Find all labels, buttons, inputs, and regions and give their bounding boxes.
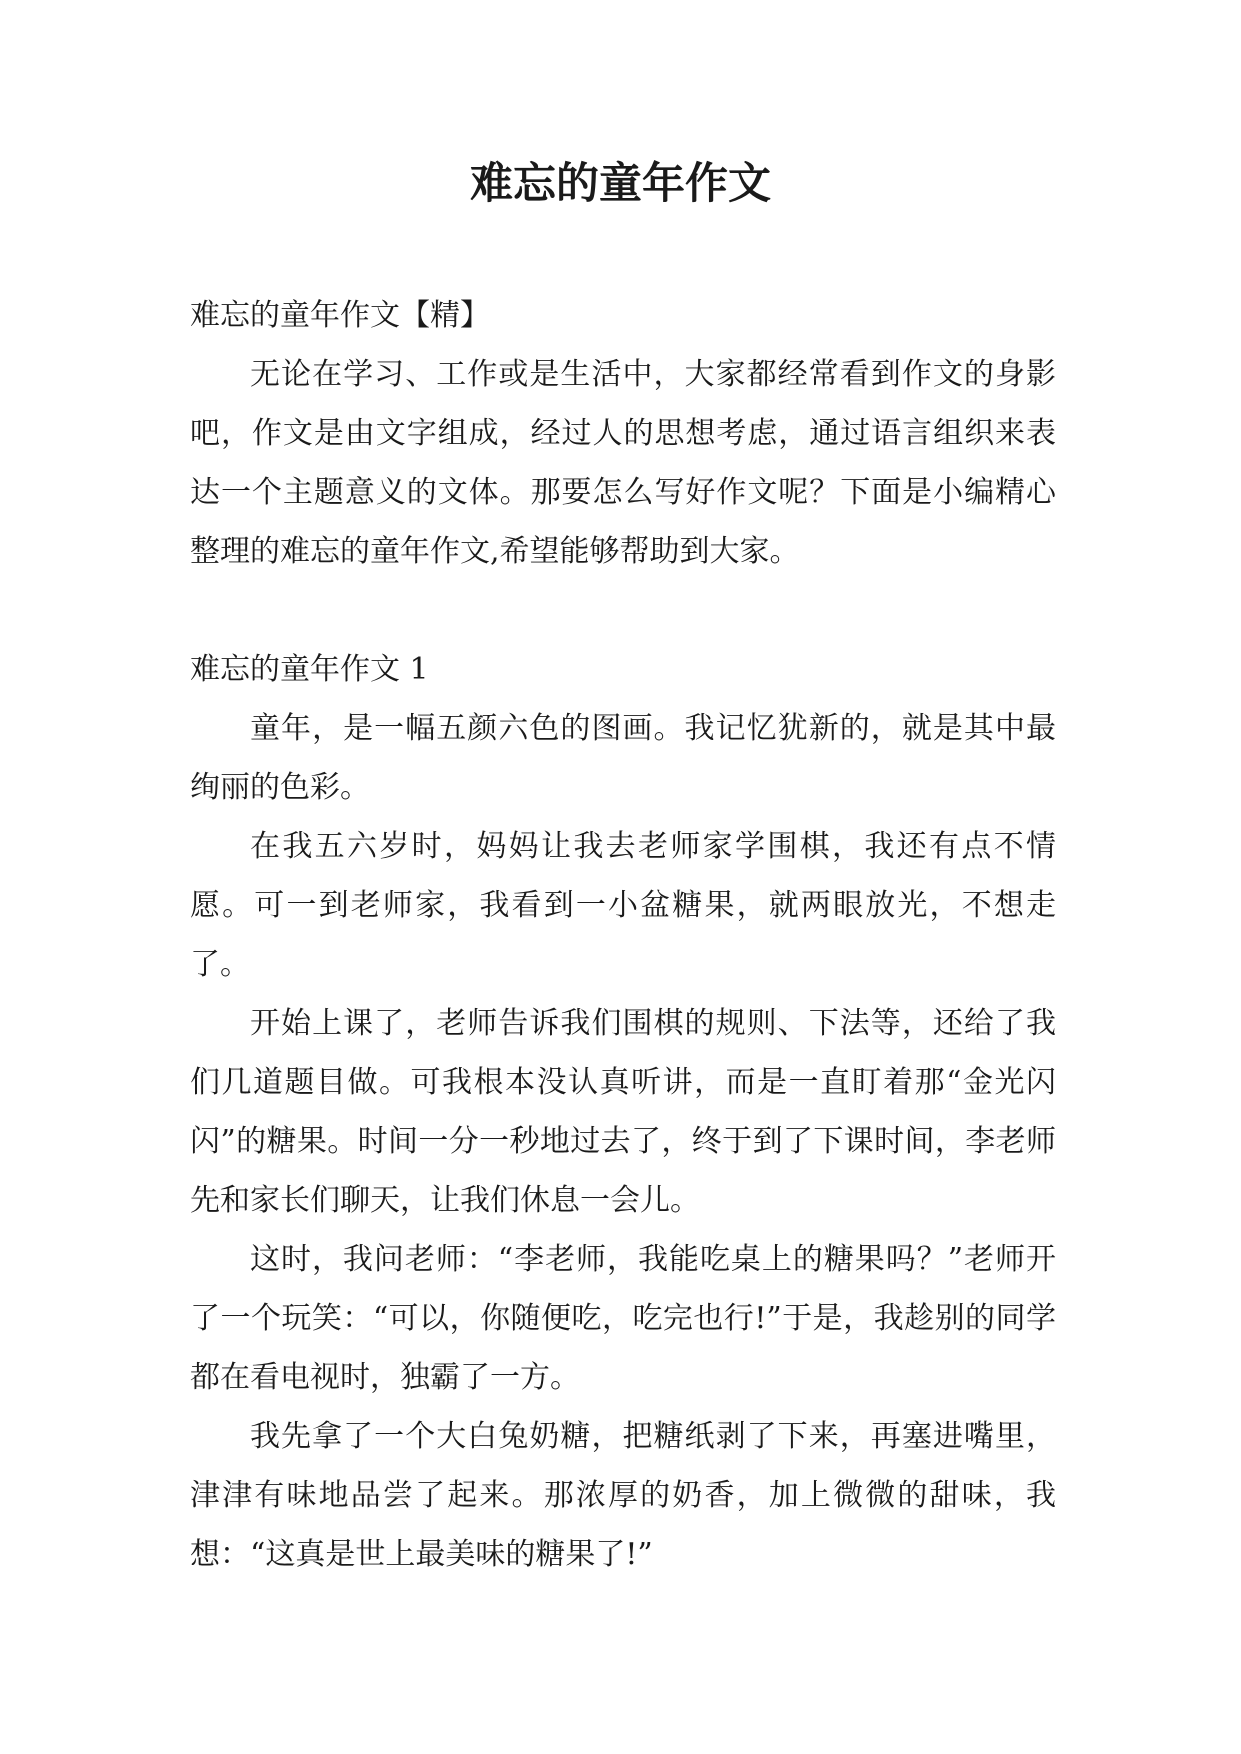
intro-heading: 难忘的童年作文【精】 xyxy=(190,298,490,333)
section-heading: 难忘的童年作文 1 xyxy=(190,652,429,687)
body-paragraph: 开始上课了，老师告诉我们围棋的规则、下法等，还给了我们几道题目做。可我根本没认真听讲，而是一直盯着那“金光闪闪”的糖果。时间一分一秒地过去了，终于到了下课时间，李老师先和家长们聊天，让我们休息一会儿。 xyxy=(190,1006,1056,1218)
document-title: 难忘的童年作文 xyxy=(470,159,771,209)
section-spacer xyxy=(190,581,1056,640)
intro-paragraph: 无论在学习、工作或是生活中，大家都经常看到作文的身影吧，作文是由文字组成，经过人的思想考虑，通过语言组织来表达一个主题意义的文体。那要怎么写好作文呢？下面是小编精心整理的难忘的童年作文,希望能够帮助到大家。 xyxy=(190,357,1056,569)
document-body xyxy=(190,286,1056,1584)
body-paragraph: 在我五六岁时，妈妈让我去老师家学围棋，我还有点不情愿。可一到老师家，我看到一小盆糖果，就两眼放光，不想走了。 xyxy=(190,829,1056,982)
body-paragraph: 我先拿了一个大白兔奶糖，把糖纸剥了下来，再塞进嘴里，津津有味地品尝了起来。那浓厚的奶香，加上微微的甜味，我想：“这真是世上最美味的糖果了!” xyxy=(190,1419,1056,1572)
body-paragraph: 这时，我问老师：“李老师，我能吃桌上的糖果吗？”老师开了一个玩笑：“可以，你随便吃，吃完也行!”于是，我趁别的同学都在看电视时，独霸了一方。 xyxy=(190,1242,1056,1395)
body-paragraph: 童年，是一幅五颜六色的图画。我记忆犹新的，就是其中最绚丽的色彩。 xyxy=(190,711,1056,805)
